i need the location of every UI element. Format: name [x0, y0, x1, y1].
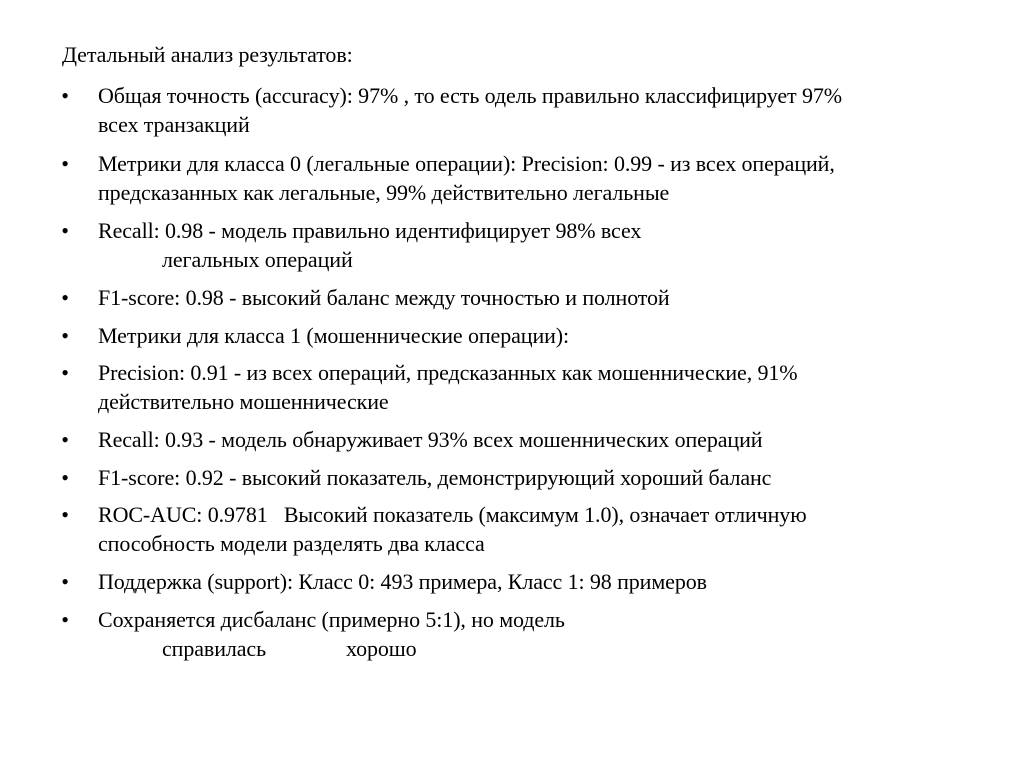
item-text-line: F1-score: 0.92 - высокий показатель, демонстрирующий хороший баланс	[98, 465, 772, 490]
item-text-line: Recall: 0.98 - модель правильно идентифицирует 98% всех	[98, 218, 642, 243]
item-text-line: Поддержка (support): Класс 0: 493 примера, Класс 1: 98 примеров	[98, 569, 707, 594]
item-text-line: действительно мошеннические	[98, 389, 389, 414]
slide-heading: Детальный анализ результатов:	[62, 42, 353, 67]
item-text-fragment: справилась	[162, 636, 267, 661]
item-text-line: Сохраняется дисбаланс (примерно 5:1), но модель	[98, 607, 565, 632]
item-text-line: Recall: 0.93 - модель обнаруживает 93% всех мошеннических операций	[98, 427, 763, 452]
bullet-icon: •	[61, 83, 69, 108]
bullet-icon: •	[61, 607, 69, 632]
bullet-icon: •	[61, 427, 69, 452]
item-text-line: всех транзакций	[98, 112, 250, 137]
bullet-icon: •	[61, 323, 69, 348]
bullet-icon: •	[61, 218, 69, 243]
item-text-line	[162, 633, 417, 665]
item-text-line: предсказанных как легальные, 99% действительно легальные	[98, 180, 670, 205]
bullet-icon: •	[61, 285, 69, 310]
bullet-icon: •	[61, 360, 69, 385]
bullet-icon: •	[61, 151, 69, 176]
item-text-line: F1-score: 0.98 - высокий баланс между точностью и полнотой	[98, 285, 670, 310]
bullet-icon: •	[61, 465, 69, 490]
item-text-line: Метрики для класса 1 (мошеннические операции):	[98, 323, 570, 348]
item-text-line: Метрики для класса 0 (легальные операции): Precision: 0.99 - из всех операций,	[98, 151, 835, 176]
item-text-line: легальных операций	[162, 247, 353, 272]
item-text-line: ROC-AUC: 0.9781 Высокий показатель (максимум 1.0), означает отличную	[98, 502, 807, 527]
item-text-line: Precision: 0.91 - из всех операций, предсказанных как мошеннические, 91%	[98, 360, 798, 385]
item-text-line: способность модели разделять два класса	[98, 531, 485, 556]
bullet-icon: •	[61, 569, 69, 594]
item-text-line: Общая точность (accuracy): 97% , то есть одель правильно классифицирует 97%	[98, 83, 843, 108]
bullet-icon: •	[61, 502, 69, 527]
item-text-fragment: хорошо	[346, 636, 417, 661]
